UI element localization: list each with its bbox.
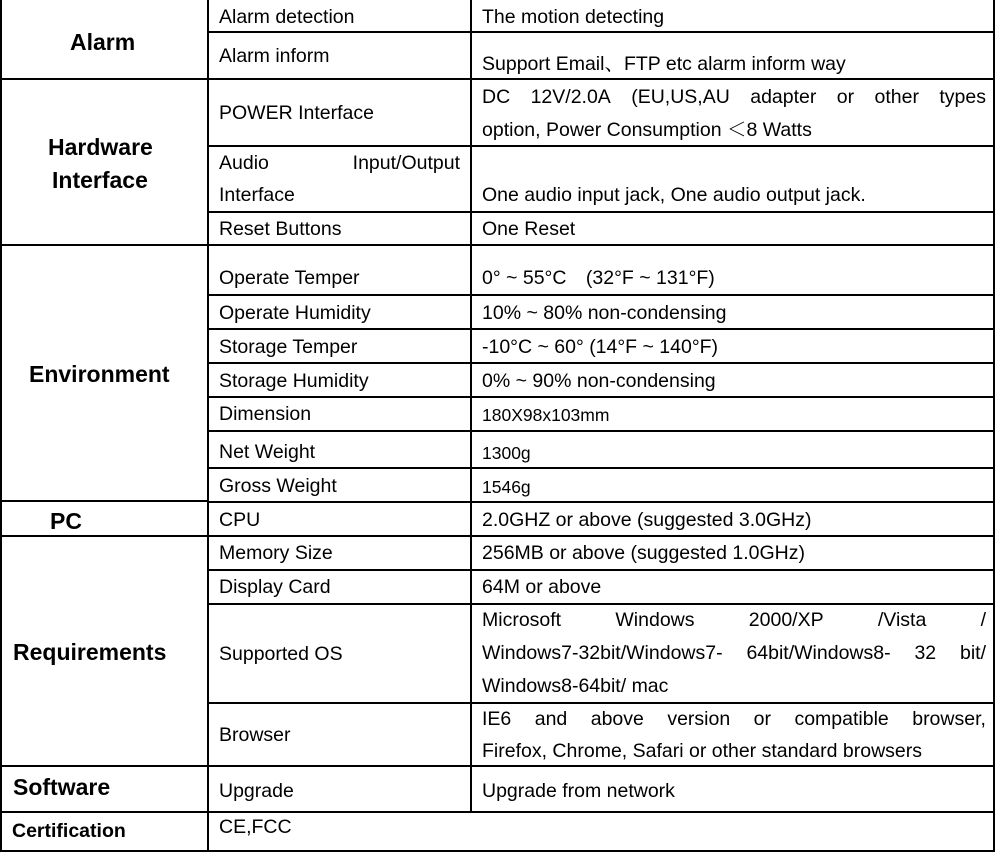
rule-pc-bottom <box>0 535 995 537</box>
word: and <box>534 708 568 730</box>
section-hardware: Hardware <box>48 134 153 160</box>
memory-label: Memory Size <box>219 542 333 564</box>
rule <box>207 430 995 432</box>
rule-hardware-bottom <box>0 244 995 246</box>
cpu-label: CPU <box>219 509 261 531</box>
column-divider-1 <box>207 0 209 852</box>
section-environment: Environment <box>29 361 170 387</box>
section-software: Software <box>13 774 111 800</box>
word: above <box>590 708 644 730</box>
word: compatible <box>794 708 889 730</box>
word: (EU,US,AU <box>631 86 730 108</box>
net-weight-label: Net Weight <box>219 441 316 463</box>
rule <box>207 702 995 704</box>
word: Audio <box>219 152 269 174</box>
rule-alarm-bottom <box>0 78 995 80</box>
power-value-line-2: option, Power Consumption ＜8 Watts <box>482 119 812 141</box>
reset-value: One Reset <box>482 218 576 240</box>
audio-label-line-2: Interface <box>219 184 295 206</box>
display-card-label: Display Card <box>219 576 331 598</box>
cpu-value: 2.0GHZ or above (suggested 3.0GHz) <box>482 509 812 531</box>
rule <box>207 603 995 605</box>
net-weight-value: 1300g <box>482 443 531 463</box>
word: other <box>874 86 919 108</box>
section-alarm: Alarm <box>70 29 136 55</box>
word: 64bit/Windows8- <box>746 642 891 664</box>
word: /Vista <box>877 609 927 631</box>
word: or <box>836 86 855 108</box>
power-value-line-1 <box>482 86 986 108</box>
column-divider-2 <box>470 0 472 812</box>
word: 2000/XP <box>748 609 824 631</box>
rule-software-bottom <box>0 811 995 813</box>
word: IE6 <box>482 708 512 730</box>
gross-weight-label: Gross Weight <box>219 475 337 497</box>
alarm-inform-value: Support Email、FTP etc alarm inform way <box>482 53 846 75</box>
rule <box>207 396 995 398</box>
rule <box>207 31 995 33</box>
supported-os-label: Supported OS <box>219 643 343 665</box>
word: adapter <box>750 86 817 108</box>
section-pc: PC <box>50 508 82 534</box>
display-card-value: 64M or above <box>482 576 602 598</box>
audio-value: One audio input jack, One audio output jack. <box>482 184 866 206</box>
operate-humidity-value: 10% ~ 80% non-condensing <box>482 302 727 324</box>
rule <box>207 145 995 147</box>
border-left <box>0 0 2 852</box>
rule-requirements-bottom <box>0 765 995 767</box>
upgrade-value: Upgrade from network <box>482 780 675 802</box>
browser-value-line-1 <box>482 708 986 730</box>
reset-label: Reset Buttons <box>219 218 342 240</box>
section-certification: Certification <box>12 820 126 842</box>
storage-temper-label: Storage Temper <box>219 336 358 358</box>
audio-label-line-1 <box>219 152 460 174</box>
rule <box>207 501 995 503</box>
word: version <box>667 708 731 730</box>
word: Windows <box>615 609 695 631</box>
word: Microsoft <box>482 609 562 631</box>
os-value-line-1 <box>482 609 986 631</box>
word: or <box>753 708 771 730</box>
rule <box>207 467 995 469</box>
word: Input/Output <box>352 152 460 174</box>
word: bit/ <box>959 642 986 664</box>
rule <box>207 328 995 330</box>
storage-humidity-label: Storage Humidity <box>219 370 369 392</box>
os-value-line-2 <box>482 642 986 664</box>
upgrade-label: Upgrade <box>219 780 294 802</box>
word: Windows7-32bit/Windows7- <box>482 642 723 664</box>
browser-value-line-2: Firefox, Chrome, Safari or other standard browsers <box>482 740 923 762</box>
alarm-detection-value: The motion detecting <box>482 6 665 28</box>
border-right <box>993 0 995 852</box>
rule <box>207 294 995 296</box>
operate-temper-value: 0° ~ 55°C (32°F ~ 131°F) <box>482 267 715 289</box>
os-value-line-3: Windows8-64bit/ mac <box>482 675 669 697</box>
certification-value: CE,FCC <box>219 816 292 838</box>
operate-temper-label: Operate Temper <box>219 267 360 289</box>
memory-value: 256MB or above (suggested 1.0GHz) <box>482 542 806 564</box>
gross-weight-value: 1546g <box>482 477 531 497</box>
alarm-detection-label: Alarm detection <box>219 6 355 28</box>
operate-humidity-label: Operate Humidity <box>219 302 371 324</box>
word: 32 <box>914 642 937 664</box>
browser-label: Browser <box>219 724 291 746</box>
rule <box>207 569 995 571</box>
rule-environment-bottom <box>0 500 209 502</box>
word: DC <box>482 86 511 108</box>
dimension-label: Dimension <box>219 403 312 425</box>
section-interface: Interface <box>52 167 148 193</box>
word: types <box>939 86 986 108</box>
storage-temper-value: -10°C ~ 60° (14°F ~ 140°F) <box>482 336 719 358</box>
power-label: POWER Interface <box>219 102 374 124</box>
word: 12V/2.0A <box>530 86 611 108</box>
word: / <box>980 609 986 631</box>
word: browser, <box>912 708 986 730</box>
section-requirements: Requirements <box>13 639 167 665</box>
rule <box>207 362 995 364</box>
alarm-inform-label: Alarm inform <box>219 45 330 67</box>
rule <box>207 211 995 213</box>
dimension-value: 180X98x103mm <box>482 405 610 425</box>
storage-humidity-value: 0% ~ 90% non-condensing <box>482 370 716 392</box>
